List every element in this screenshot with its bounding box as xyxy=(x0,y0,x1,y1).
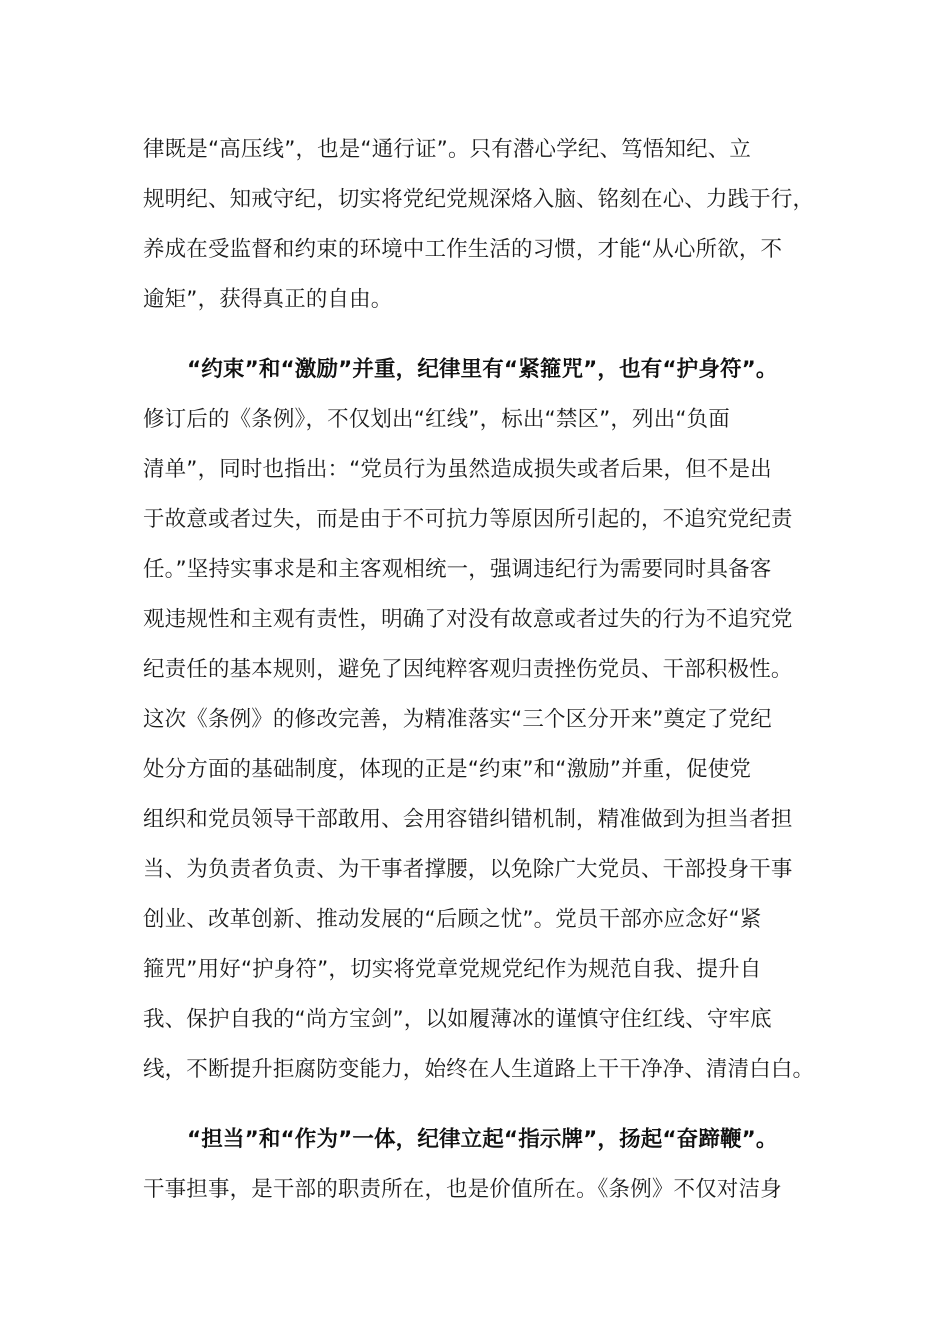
text-line: 养成在受监督和约束的环境中工作生活的习惯，才能“从心所欲，不 xyxy=(143,237,783,262)
text-line: 当、为负责者负责、为干事者撑腰，以免除广大党员、干部投身干事 xyxy=(143,857,793,882)
text-line: 处分方面的基础制度，体现的正是“约束”和“激励”并重，促使党 xyxy=(143,757,752,782)
text-line: 我、保护自我的“尚方宝剑”，以如履薄冰的谨慎守住红线、守牢底 xyxy=(143,1007,772,1032)
text-line: 清单”，同时也指出：“党员行为虽然造成损失或者后果，但不是出 xyxy=(143,457,772,482)
text-line: 于故意或者过失，而是由于不可抗力等原因所引起的，不追究党纪责 xyxy=(143,507,793,532)
text-line: 这次《条例》的修改完善，为精准落实“三个区分开来”奠定了党纪 xyxy=(143,707,772,732)
text-line: 观违规性和主观有责性，明确了对没有故意或者过失的行为不追究党 xyxy=(143,607,793,632)
text-line: 任。”坚持实事求是和主客观相统一，强调违纪行为需要同时具备客 xyxy=(143,557,772,582)
text-line: 逾矩”，获得真正的自由。 xyxy=(143,287,393,312)
text-line: 创业、改革创新、推动发展的“后顾之忧”。党员干部亦应念好“紧 xyxy=(143,907,762,932)
text-line: 规明纪、知戒守纪，切实将党纪党规深烙入脑、铭刻在心、力践于行， xyxy=(143,187,815,212)
text-line: 纪责任的基本规则，避免了因纯粹客观归责挫伤党员、干部积极性。 xyxy=(143,657,793,682)
text-line: 干事担事，是干部的职责所在，也是价值所在。《条例》不仅对洁身 xyxy=(143,1177,782,1202)
paragraph-heading: “担当”和“作为”一体，纪律立起“指示牌”，扬起“奋蹄鞭”。 xyxy=(187,1127,778,1152)
text-line: 律既是“高压线”，也是“通行证”。只有潜心学纪、笃悟知纪、立 xyxy=(143,137,752,162)
text-line: 修订后的《条例》，不仅划出“红线”，标出“禁区”，列出“负面 xyxy=(143,407,730,432)
text-line: 线，不断提升拒腐防变能力，始终在人生道路上干干净净、清清白白。 xyxy=(143,1057,815,1082)
text-line: 箍咒”用好“护身符”，切实将党章党规党纪作为规范自我、提升自 xyxy=(143,957,762,982)
text-line: 组织和党员领导干部敢用、会用容错纠错机制，精准做到为担当者担 xyxy=(143,807,793,832)
paragraph-heading: “约束”和“激励”并重，纪律里有“紧箍咒”，也有“护身符”。 xyxy=(187,357,778,382)
